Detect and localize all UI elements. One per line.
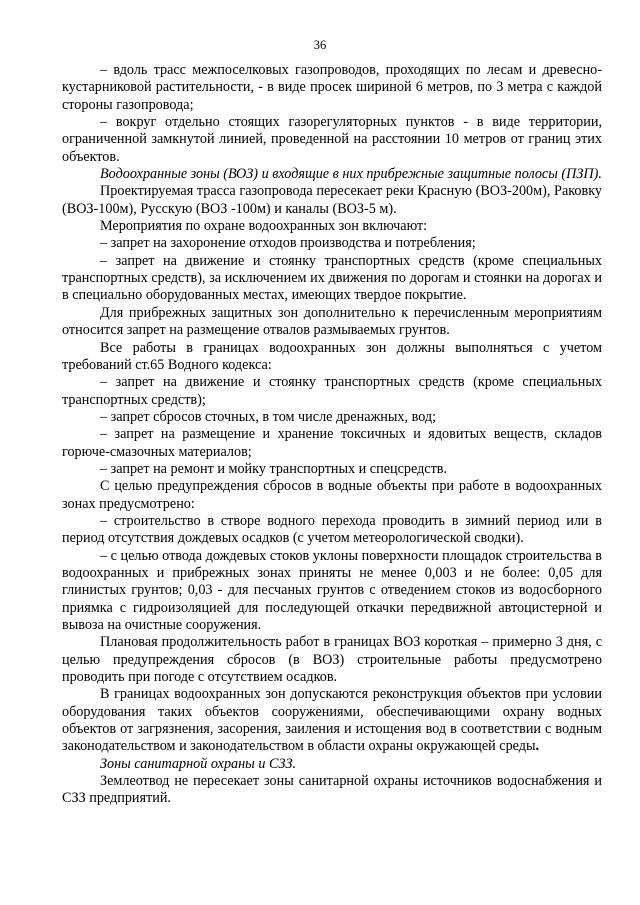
paragraph-regulator-points: – вокруг отдельно стоящих газорегуляторных пунктов - в виде территории, ограниченной замкнутой линией, проведенной на расстоянии 10 метров от границ этих объектов.	[62, 114, 602, 165]
reconstruction-bold-period: .	[535, 738, 540, 755]
list-item-repair-ban: – запрет на ремонт и мойку транспортных и спецсредств.	[100, 460, 448, 477]
list-item-discharge-ban: – запрет сбросов сточных, в том числе дренажных, вод;	[100, 408, 437, 425]
paragraph-river-crossings: Проектируемая трасса газопровода пересекает реки Красную (ВОЗ-200м), Раковку (ВОЗ-100м), Русскую (ВОЗ -100м) и каналы (ВОЗ-5 м).	[62, 183, 602, 217]
section-heading-water-zones: Водоохранные зоны (ВОЗ) и входящие в них прибрежные защитные полосы (ПЗП).	[100, 166, 602, 183]
paragraph-land-allotment: Землеотвод не пересекает зоны санитарной охраны источников водоснабжения и СЗЗ предприятий.	[62, 773, 602, 807]
paragraph-discharge-prevention: С целью предупреждения сбросов в водные объекты при работе в водоохранных зонах предусмотрено:	[62, 478, 602, 512]
list-item-winter-construction: – строительство в створе водного перехода проводить в зимний период или в период отсутствия дождевых осадков (с учетом метеорологической сводки).	[62, 512, 602, 547]
paragraph-measures-intro: Мероприятия по охране водоохранных зон включают:	[100, 218, 428, 235]
reconstruction-text: В границах водоохранных зон допускаются реконструкция объектов при условии оборудования таких объектов сооружениями, обеспечивающими охрану водных объектов от загрязнения, засорения, заиления и истощения вод в соответствии с водным законодательством и законодательством в области охраны окружающей среды	[62, 686, 602, 755]
paragraph-reconstruction-conditions	[62, 686, 602, 755]
paragraph-coastal-zones: Для прибрежных защитных зон дополнительно к перечисленным мероприятиям относится запрет на размещение отвалов размываемых грунтов.	[62, 304, 602, 339]
document-body	[62, 62, 602, 808]
paragraph-work-duration: Плановая продолжительность работ в границах ВОЗ короткая – примерно 3 дня, с целью предупреждения сбросов (в ВОЗ) строительные работы предусмотрено проводить при погоде с отсутствием осадков.	[62, 634, 602, 686]
list-item-vehicle-ban: – запрет на движение и стоянку транспортных средств (кроме специальных транспортных средств), за исключением их движения по дорогам и стоянки на дорогах и в специально оборудованных местах, имеющих твердое покрытие.	[62, 252, 602, 304]
paragraph-gas-route-clearing: – вдоль трасс межпоселковых газопроводов, проходящих по лесам и древесно-кустарниковой растительности, - в виде просек шириной 6 метров, по 3 метра с каждой стороны газопровода;	[62, 62, 602, 113]
list-item-toxic-storage-ban: – запрет на размещение и хранение токсичных и ядовитых веществ, складов горюче-смазочных материалов;	[62, 426, 602, 460]
paragraph-water-code: Все работы в границах водоохранных зон должны выполняться с учетом требований ст.65 Водного кодекса:	[62, 339, 602, 373]
list-item-vehicle-ban-2: – запрет на движение и стоянку транспортных средств (кроме специальных транспортных средств);	[62, 374, 602, 408]
section-heading-sanitary-zones: Зоны санитарной охраны и СЗЗ.	[100, 755, 297, 772]
page-number: 36	[313, 38, 327, 52]
list-item-waste-ban: – запрет на захоронение отходов производства и потребления;	[100, 235, 476, 252]
list-item-slope-drainage: – с целью отвода дождевых стоков уклоны поверхности площадок строительства в водоохранных и прибрежных зонах приняты не менее 0,003 и не более: 0,05 для глинистых грунтов; 0,03 - для песчаных грунтов с отведением стоков из водосборного приямка с гидроизоляцией для последующей откачки передвижной автоцистерной и вывоза на очистные сооружения.	[62, 547, 602, 633]
